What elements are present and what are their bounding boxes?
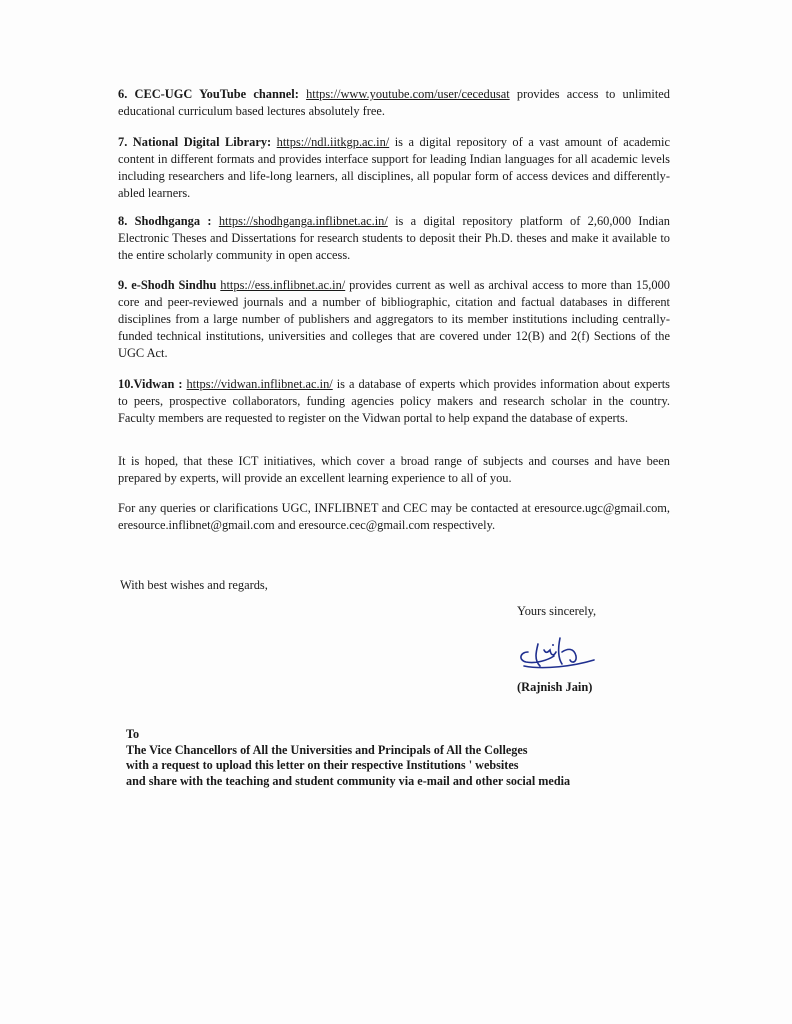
item-link[interactable]: https://ess.inflibnet.ac.in/ [220, 278, 346, 292]
item-link[interactable]: https://ndl.iitkgp.ac.in/ [276, 135, 390, 149]
signature-image [514, 630, 604, 674]
item-title: 8. Shodhganga : [118, 214, 212, 228]
item-description: provides access to unlimited educational curriculum based lectures absolutely free. [118, 87, 670, 118]
address-to: To [126, 727, 140, 741]
address-line-1: The Vice Chancellors of All the Universities and Principals of All the Colleges [126, 742, 528, 757]
item-description: is a digital repository platform of 2,60,000 Indian Electronic Theses and Dissertations for research students to deposit their Ph.D. theses and make it available to the entire scholarly community in open access. [118, 214, 670, 262]
item-title: 7. National Digital Library: [118, 135, 272, 149]
item-description: provides current as well as archival access to more than 15,000 core and peer-reviewed journals and a number of bibliographic, citation and factual databases in different disciplines from a large number of publishers and aggregators to its member institutions including centrally-funded technical institutions, universities and colleges that are covered under 12(B) and 2(f) Sections of the UGC Act. [118, 278, 670, 360]
item-title: 10.Vidwan : [118, 377, 183, 391]
item-national-digital-library [118, 134, 670, 202]
address-line-3: and share with the teaching and student community via e-mail and other social media [126, 773, 571, 788]
item-link[interactable]: https://shodhganga.inflibnet.ac.in/ [218, 214, 388, 228]
address-line-2: with a request to upload this letter on their respective Institutions ' websites [126, 758, 519, 772]
item-e-shodh-sindhu [118, 277, 670, 362]
item-title: 6. CEC-UGC YouTube channel: [118, 87, 299, 101]
queries-paragraph: For any queries or clarifications UGC, INFLIBNET and CEC may be contacted at eresource.ugc@gmail.com, eresource.inflibnet@gmail.com and eresource.cec@gmail.com respectively. [118, 501, 670, 532]
item-title: 9. e-Shodh Sindhu [118, 278, 217, 292]
item-vidwan [118, 376, 670, 427]
hope-paragraph: It is hoped, that these ICT initiatives, which cover a broad range of subjects and courses and have been prepared by experts, will provide an excellent learning experience to all of you. [118, 454, 670, 485]
item-description: is a database of experts which provides information about experts to peers, prospective collaborators, funding agencies policy makers and research scholar in the country. Faculty members are requested to register on the Vidwan portal to help expand the database of experts. [118, 377, 670, 425]
item-cec-ugc-youtube [118, 86, 670, 120]
item-description: is a digital repository of a vast amount of academic content in different formats and provides interface support for leading Indian languages for all academic levels including researchers and life-long learners, all disciplines, all popular form of access devices and differently-abled learners. [118, 135, 670, 200]
item-link[interactable]: https://www.youtube.com/user/cecedusat [306, 87, 510, 101]
signatory-name: (Rajnish Jain) [517, 680, 593, 694]
closing-wishes: With best wishes and regards, [120, 578, 268, 592]
recipient-address [126, 727, 686, 789]
item-link[interactable]: https://vidwan.inflibnet.ac.in/ [186, 377, 333, 391]
closing-yours-sincerely: Yours sincerely, [517, 604, 597, 618]
item-shodhganga [118, 213, 670, 264]
